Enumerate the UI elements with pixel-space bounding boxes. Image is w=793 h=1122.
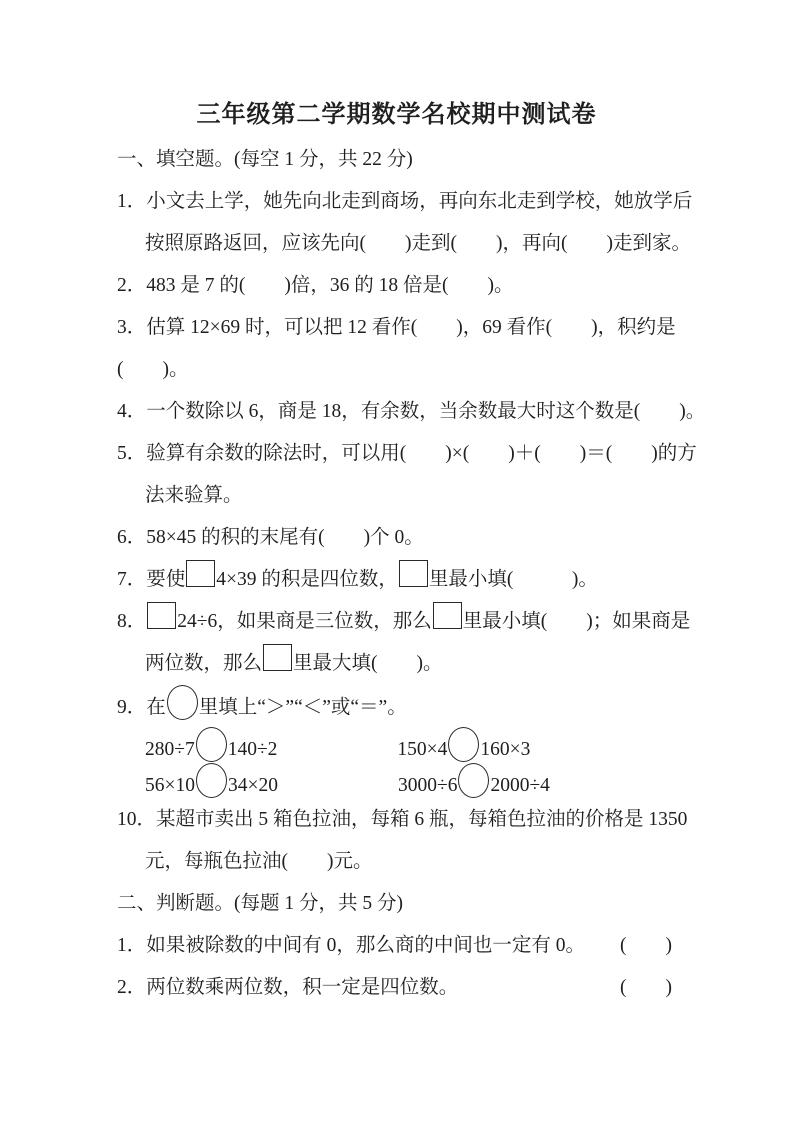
text-run: 3000÷6 [398,775,458,796]
question-line [117,475,683,517]
question-line [117,517,683,559]
text-run: 8． [117,611,147,632]
text-run: 2．483 是 7 的( )倍，36 的 18 倍是( )。 [117,275,514,296]
comparison-circle [167,685,198,720]
question-line [117,433,697,475]
comparison-circle [448,727,479,762]
text-run: ( )。 [117,359,189,380]
text-run: 元，每瓶色拉油( )元。 [145,851,373,872]
text-run: 里填上“＞”“＜”或“＝”。 [198,697,407,718]
question-line [117,799,688,841]
text-run: 34×20 [228,775,278,796]
comparison-circle [196,763,227,798]
question-line [117,727,683,763]
text-run: 3．估算 12×69 时，可以把 12 看作( )，69 看作( )，积约是 [117,317,676,338]
blank-box [147,602,176,629]
blank-box [433,602,462,629]
question-line [117,307,683,349]
text-run: 10．某超市卖出 5 箱色拉油，每箱 6 瓶，每箱色拉油的价格是 1350 [117,809,688,830]
comparison-circle [458,763,489,798]
question-line [117,559,683,601]
question-line [117,841,683,883]
question-line [117,763,683,799]
text-run: 9．在 [117,697,166,718]
comparison-circle [196,727,227,762]
text-run: 24÷6，如果商是三位数，那么 [177,611,432,632]
question-line [117,925,683,967]
question-line [117,601,691,643]
text-run: 160×3 [480,739,531,760]
question-line [117,181,693,223]
text-run: 7．要使 [117,569,186,590]
text-run: 56×10 [145,775,195,796]
section-header: 一、填空题。(每空 1 分，共 22 分) [117,149,413,170]
question-line [117,223,691,265]
answer-bracket: ( ) [620,977,672,998]
text-run: 1．小文去上学，她先向北走到商场，再向东北走到学校，她放学后 [117,191,693,212]
text-run: 150×4 [397,739,448,760]
text-run: 法来验算。 [145,485,243,506]
question-line [117,967,683,1009]
text-run: 280÷7 [145,739,195,760]
question-line [117,349,683,391]
answer-bracket: ( ) [620,935,672,956]
text-run: 按照原路返回，应该先向( )走到( )，再向( )走到家。 [145,233,691,254]
text-run: 里最小填( )。 [428,569,598,590]
question-line [117,685,683,727]
text-run: 4．一个数除以 6，商是 18，有余数，当余数最大时这个数是( )。 [117,401,706,422]
test-body [117,139,706,1009]
text-run: 里最小填( )；如果商是 [462,611,691,632]
text-run: 两位数，那么 [145,653,263,674]
blank-box [399,560,428,587]
text-run: 4×39 的积是四位数， [216,569,398,590]
text-run: 2．两位数乘两位数，积一定是四位数。 [117,977,459,998]
text-run: 2000÷4 [490,775,550,796]
text-run: 里最大填( )。 [293,653,443,674]
text-run: 5．验算有余数的除法时，可以用( )×( )＋( )＝( )的方 [117,443,697,464]
blank-box [263,644,292,671]
blank-box [186,560,215,587]
section-header: 二、判断题。(每题 1 分，共 5 分) [117,893,403,914]
question-line [117,265,683,307]
page-title: 三年级第二学期数学名校期中测试卷 [196,102,597,128]
text-run: 6．58×45 的积的末尾有( )个 0。 [117,527,424,548]
question-line [117,391,706,433]
question-line [117,643,683,685]
text-run: 1．如果被除数的中间有 0，那么商的中间也一定有 0。 [117,935,586,956]
text-run: 140÷2 [227,739,278,760]
